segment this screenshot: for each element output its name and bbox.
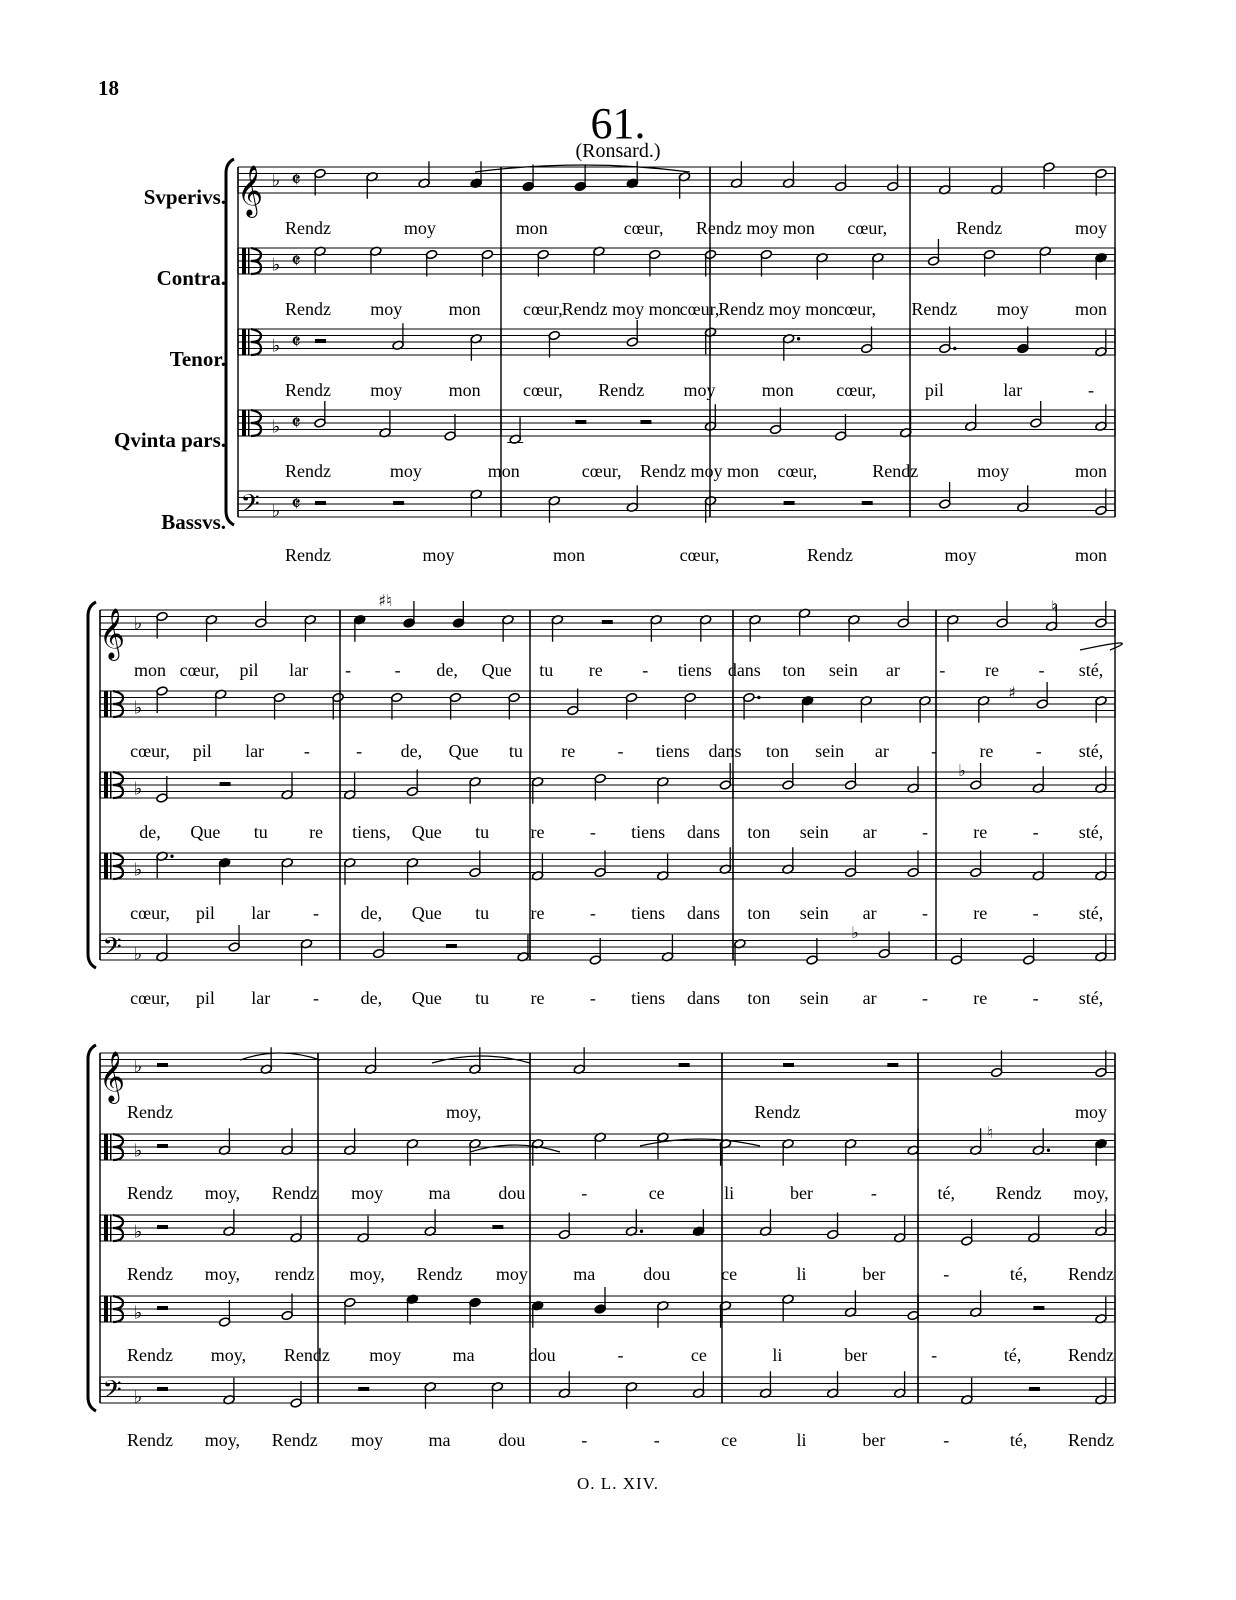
key-signature-flat: ♭: [271, 500, 281, 522]
lyric-syllable: ma: [428, 1183, 451, 1203]
alto-clef-icon-thin: [110, 1134, 112, 1160]
alto-clef-icon-bar: [104, 1134, 108, 1160]
lyric-syllable: -: [642, 660, 649, 680]
lyric-syllable: té,: [1009, 1264, 1028, 1284]
lyric-syllable: tu: [508, 741, 523, 761]
lyric-syllable: li: [724, 1183, 735, 1203]
time-signature: 𝄵: [291, 330, 301, 355]
lyric-syllable: mon: [1074, 545, 1108, 565]
alto-clef-icon-bar: [104, 691, 108, 717]
lyric-syllable: Rendz: [416, 1264, 463, 1284]
lyric-syllable: -: [1032, 903, 1039, 923]
lyric-syllable: dou: [498, 1430, 526, 1450]
lyric-syllable: cœur,: [179, 660, 220, 680]
note-dot: [170, 855, 173, 858]
lyric-syllable: tiens: [631, 822, 666, 842]
lyric-syllable: Rendz: [285, 380, 331, 400]
lyric-syllable: moy: [370, 380, 403, 400]
lyric-syllable: cœur,: [679, 545, 720, 565]
editorial-accidental: ♭: [851, 923, 859, 942]
alto-clef-icon-thin: [248, 248, 250, 274]
editorial-accidental: ♭: [958, 761, 966, 780]
lyric-syllable: de,: [436, 660, 458, 680]
slur: [240, 1053, 320, 1060]
lyric-syllable: dou: [498, 1183, 526, 1203]
lyric-syllable: re: [984, 660, 999, 680]
rest: [157, 1306, 168, 1310]
lyric-syllable: -: [931, 741, 938, 761]
lyric-syllable: moy,: [204, 1264, 241, 1284]
lyric-syllable: Rendz: [1068, 1430, 1114, 1450]
key-signature-flat: ♭: [133, 1386, 143, 1408]
lyric-syllable: -: [345, 660, 352, 680]
key-signature-flat: ♭: [133, 613, 143, 634]
lyric-syllable: Que: [481, 660, 512, 680]
lyric-syllable: -: [921, 988, 928, 1008]
lyric-syllable: li: [796, 1430, 807, 1450]
lyric-syllable: sté,: [1078, 822, 1104, 842]
lyric-syllable: Rendz: [127, 1183, 173, 1203]
lyric-syllable: ar: [885, 660, 900, 680]
bass-clef-icon: 𝄢: [102, 932, 122, 968]
lyric-syllable: re: [973, 988, 988, 1008]
lyric-syllable: -: [943, 1264, 950, 1284]
lyric-syllable: ma: [428, 1430, 451, 1450]
lyric-syllable: Rendz: [956, 218, 1003, 238]
lyric-syllable: re: [530, 903, 545, 923]
lyric-syllable: Rendz: [995, 1183, 1042, 1203]
lyric-syllable: sté,: [1078, 660, 1104, 680]
lyric-syllable: -: [617, 741, 624, 761]
lyric-syllable: li: [796, 1264, 807, 1284]
lyric-syllable: rendz: [274, 1264, 315, 1284]
lyric-syllable: -: [653, 1430, 660, 1450]
lyric-syllable: moy: [495, 1264, 528, 1284]
lyric-syllable: de,: [360, 903, 383, 923]
lyric-syllable: ton: [765, 741, 789, 761]
lyric-syllable: tu: [475, 903, 490, 923]
key-signature-flat: ♭: [133, 778, 143, 800]
lyric-syllable: cœur,: [130, 741, 170, 761]
lyric-syllable: dou: [643, 1264, 671, 1284]
lyric-syllable: lar: [251, 988, 271, 1008]
lyric-syllable: ce: [690, 1345, 707, 1365]
lyric-syllable: sté,: [1078, 903, 1104, 923]
lyric-syllable: li: [772, 1345, 783, 1365]
lyric-syllable: mon: [487, 461, 520, 481]
piece-number: 61.: [590, 99, 646, 148]
lyric-syllable: dans: [708, 741, 742, 761]
treble-clef-icon: 𝄞: [236, 165, 264, 216]
lyric-syllable: -: [1035, 741, 1042, 761]
lyric-syllable: lar: [289, 660, 309, 680]
lyric-syllable: lar: [1003, 380, 1023, 400]
slur: [475, 165, 690, 172]
lyric-syllable: pil: [924, 380, 944, 400]
lyric-syllable: ton: [747, 988, 771, 1008]
alto-clef-icon-thin: [248, 410, 250, 436]
lyric-syllable: Rendz: [1068, 1264, 1114, 1284]
system-brace: [88, 602, 96, 968]
lyric-syllable: Rendz: [807, 545, 853, 565]
lyric-syllable: re: [973, 903, 988, 923]
lyric-syllable: cœur,: [777, 461, 818, 481]
lyric-syllable: -: [1032, 822, 1039, 842]
treble-clef-icon: 𝄞: [98, 1051, 126, 1102]
lyric-syllable: ce: [648, 1183, 665, 1203]
note-dot: [797, 337, 800, 340]
slur: [470, 1145, 560, 1152]
lyric-syllable: -: [581, 1430, 588, 1450]
lyric-syllable: dans: [687, 822, 721, 842]
lyric-syllable: moy: [403, 218, 436, 238]
lyric-syllable: -: [1038, 660, 1045, 680]
lyric-syllable: cœur,: [523, 299, 563, 319]
lyric-syllable: -: [394, 660, 401, 680]
lyric-syllable: -: [1088, 380, 1094, 400]
lyric-syllable: Rendz: [285, 545, 331, 565]
rest: [220, 782, 231, 786]
note-dot: [757, 696, 760, 699]
footer-signature: O. L. XIV.: [577, 1474, 659, 1493]
lyric-syllable: Rendz: [271, 1430, 318, 1450]
time-signature: 𝄵: [291, 249, 301, 274]
editorial-accidental: ♮: [987, 1123, 993, 1142]
lyric-syllable: ber: [789, 1183, 813, 1203]
lyric-syllable: ar: [862, 822, 877, 842]
key-signature-flat: ♭: [133, 1056, 143, 1077]
alto-clef-icon-bar: [242, 410, 246, 436]
lyric-syllable: Rendz: [872, 461, 919, 481]
rest: [784, 501, 795, 505]
lyric-syllable: ber: [862, 1430, 886, 1450]
lyric-syllable: té,: [1003, 1345, 1022, 1365]
lyric-syllable: mon: [133, 660, 167, 680]
lyric-syllable: moy,: [349, 1264, 385, 1284]
note-dot: [1047, 1149, 1050, 1152]
lyric-syllable: tu: [253, 822, 268, 842]
lyric-syllable: Rendz: [283, 1345, 330, 1365]
lyric-syllable: tiens: [677, 660, 712, 680]
key-signature-flat: ♭: [271, 254, 281, 276]
lyric-syllable: Que: [411, 988, 442, 1008]
lyric-syllable: sté,: [1078, 741, 1104, 761]
lyric-syllable: pil: [195, 903, 215, 923]
lyric-syllable: cœur,: [523, 380, 563, 400]
lyric-syllable: moy: [351, 1183, 384, 1203]
rest: [1029, 1387, 1040, 1391]
rest: [393, 501, 404, 505]
lyric-syllable: sté,: [1078, 988, 1104, 1008]
lyric-syllable: Rendz: [285, 461, 331, 481]
alto-clef-icon-bar: [104, 1296, 108, 1322]
alto-clef-icon-thin: [110, 691, 112, 717]
lyric-syllable: sein: [799, 988, 829, 1008]
lyric-syllable: dans: [687, 903, 721, 923]
lyric-syllable: moy: [1074, 218, 1108, 238]
time-signature: 𝄵: [291, 411, 301, 436]
lyric-syllable: -: [617, 1345, 624, 1365]
lyric-syllable: sein: [799, 903, 829, 923]
key-signature-flat: ♭: [133, 859, 143, 881]
lyric-syllable: tiens: [655, 741, 690, 761]
lyric-syllable: cœur,: [679, 299, 720, 319]
rest: [783, 1063, 794, 1067]
lyric-syllable: -: [313, 988, 320, 1008]
lyric-syllable: -: [870, 1183, 877, 1203]
lyric-syllable: ce: [721, 1430, 738, 1450]
editorial-accidental: ♯♮: [378, 591, 392, 610]
lyric-syllable: Rendz: [127, 1345, 173, 1365]
lyric-syllable: dans: [687, 988, 721, 1008]
alto-clef-icon-bar: [242, 248, 246, 274]
key-signature-flat: ♭: [133, 697, 143, 719]
lyric-syllable: ce: [721, 1264, 738, 1284]
lyric-syllable: re: [973, 822, 988, 842]
rest: [602, 620, 613, 624]
lyric-syllable: tiens: [631, 903, 666, 923]
lyric-syllable: -: [1032, 988, 1039, 1008]
lyric-syllable: tu: [475, 822, 490, 842]
voice-label-bassus: Bassvs.: [161, 510, 226, 534]
voice-label-superius: Svperivs.: [143, 185, 226, 209]
lyric-syllable: sein: [828, 660, 858, 680]
rest: [157, 1063, 168, 1067]
lyric-syllable: re: [530, 988, 545, 1008]
lyric-syllable: cœur,: [581, 461, 622, 481]
lyric-syllable: re: [561, 741, 576, 761]
lyric-syllable: té,: [937, 1183, 955, 1203]
lyric-syllable: moy,: [204, 1430, 241, 1450]
lyric-syllable: moy: [351, 1430, 384, 1450]
rest: [887, 1063, 898, 1067]
rest: [315, 501, 326, 505]
lyric-syllable: lar: [251, 903, 271, 923]
lyric-syllable: ber: [862, 1264, 886, 1284]
lyric-syllable: tiens: [631, 988, 666, 1008]
lyric-syllable: -: [589, 903, 596, 923]
lyric-syllable: Que: [190, 822, 221, 842]
lyric-syllable: moy: [683, 380, 716, 400]
lyric-syllable: re: [309, 822, 324, 842]
lyric-syllable: Rendz: [285, 299, 331, 319]
lyric-syllable: mon: [552, 545, 586, 565]
voice-label-quinta: Qvinta pars.: [113, 428, 226, 452]
lyric-syllable: pil: [239, 660, 259, 680]
time-signature: 𝄵: [291, 492, 301, 517]
lyric-syllable: moy: [996, 299, 1029, 319]
lyric-syllable: de,: [139, 822, 161, 842]
note-dot: [640, 1230, 643, 1233]
lyric-syllable: mon: [448, 299, 481, 319]
lyric-syllable: mon: [515, 218, 548, 238]
lyric-syllable: Rendz: [911, 299, 958, 319]
key-signature-flat: ♭: [271, 170, 281, 191]
lyric-syllable: de,: [360, 988, 383, 1008]
key-signature-flat: ♭: [133, 1140, 143, 1162]
lyric-syllable: Rendz: [127, 1430, 173, 1450]
lyric-syllable: moy: [944, 545, 977, 565]
lyric-syllable: ton: [747, 903, 771, 923]
lyric-syllable: -: [581, 1183, 588, 1203]
lyric-syllable: ar: [862, 903, 877, 923]
lyric-syllable: cœur,: [847, 218, 888, 238]
lyric-syllable: moy: [1074, 1102, 1108, 1122]
lyric-syllable: Que: [411, 903, 442, 923]
lyric-syllable: cœur,: [836, 380, 876, 400]
lyric-syllable: -: [921, 903, 928, 923]
alto-clef-icon-bar: [242, 329, 246, 355]
key-signature-flat: ♭: [271, 416, 281, 438]
lyric-syllable: pil: [195, 988, 215, 1008]
lyric-syllable: sein: [799, 822, 829, 842]
lyric-syllable: Que: [411, 822, 442, 842]
lyric-syllable: mon: [1074, 461, 1108, 481]
lyric-syllable: ar: [862, 988, 877, 1008]
lyric-syllable: pil: [192, 741, 212, 761]
alto-clef-icon-bar: [104, 1215, 108, 1241]
rest: [315, 339, 326, 343]
lyric-syllable: tu: [539, 660, 554, 680]
system-brace: [226, 159, 234, 525]
lyric-syllable: re: [979, 741, 994, 761]
editorial-accidental: ♯: [1008, 683, 1016, 702]
lyric-syllable: mon: [448, 380, 481, 400]
rest: [1033, 1306, 1044, 1310]
lyric-syllable: Rendz: [754, 1102, 801, 1122]
lyric-syllable: cœur,: [623, 218, 664, 238]
lyric-syllable: moy: [389, 461, 422, 481]
time-signature: 𝄵: [291, 168, 301, 193]
lyric-syllable: Rendz moy mon: [695, 218, 815, 238]
lyric-syllable: Rendz moy mon: [640, 461, 759, 481]
lyric-syllable: ma: [452, 1345, 475, 1365]
lyric-syllable: ton: [782, 660, 806, 680]
key-signature-flat: ♭: [271, 335, 281, 357]
lyric-syllable: Rendz: [127, 1264, 173, 1284]
lyric-syllable: ma: [573, 1264, 596, 1284]
lyric-syllable: cœur,: [130, 988, 170, 1008]
rest: [446, 944, 457, 948]
lyric-syllable: moy,: [210, 1345, 247, 1365]
rest: [492, 1225, 503, 1229]
lyric-syllable: lar: [245, 741, 265, 761]
lyric-syllable: -: [931, 1345, 938, 1365]
lyric-syllable: Rendz moy mon: [718, 299, 838, 319]
lyric-syllable: moy,: [204, 1183, 241, 1203]
lyric-syllable: -: [303, 741, 310, 761]
rest: [157, 1144, 168, 1148]
lyric-syllable: Rendz: [598, 380, 645, 400]
lyric-syllable: -: [589, 822, 596, 842]
lyric-syllable: tiens,: [352, 822, 391, 842]
lyric-syllable: dou: [528, 1345, 556, 1365]
key-signature-flat: ♭: [133, 943, 143, 965]
lyric-syllable: moy,: [1073, 1183, 1109, 1203]
lyric-syllable: moy: [369, 1345, 402, 1365]
rest: [640, 420, 651, 424]
lyric-syllable: re: [530, 822, 545, 842]
lyric-syllable: Rendz moy mon: [561, 299, 681, 319]
alto-clef-icon-thin: [248, 329, 250, 355]
page-number: 18: [98, 76, 119, 100]
lyric-syllable: -: [939, 660, 946, 680]
editorial-accidental: ♮: [1051, 597, 1057, 616]
rest: [575, 420, 586, 424]
lyric-syllable: -: [921, 822, 928, 842]
treble-clef-icon: 𝄞: [98, 608, 126, 659]
lyric-syllable: Que: [448, 741, 479, 761]
lyric-syllable: Rendz: [271, 1183, 318, 1203]
lyric-syllable: mon: [761, 380, 794, 400]
note-dot: [953, 347, 956, 350]
alto-clef-icon-bar: [104, 772, 108, 798]
rest: [679, 1063, 690, 1067]
lyric-syllable: moy,: [445, 1102, 482, 1122]
lyric-syllable: -: [356, 741, 363, 761]
lyric-syllable: -: [589, 988, 596, 1008]
lyric-syllable: ar: [874, 741, 889, 761]
lyric-syllable: cœur,: [130, 903, 170, 923]
alto-clef-icon-bar: [104, 853, 108, 879]
system-brace: [88, 1045, 96, 1411]
lyric-syllable: Rendz: [127, 1102, 173, 1122]
poet-attribution: (Ronsard.): [575, 140, 661, 162]
bass-clef-icon: 𝄢: [240, 489, 260, 525]
lyric-syllable: re: [588, 660, 603, 680]
lyric-syllable: moy: [370, 299, 403, 319]
rest: [358, 1387, 369, 1391]
lyric-syllable: cœur,: [836, 299, 876, 319]
voice-label-tenor: Tenor.: [169, 347, 226, 371]
rest: [862, 501, 873, 505]
alto-clef-icon-thin: [110, 1215, 112, 1241]
alto-clef-icon-thin: [110, 772, 112, 798]
lyric-syllable: tu: [475, 988, 490, 1008]
voice-label-contra: Contra.: [156, 266, 226, 290]
key-signature-flat: ♭: [133, 1302, 143, 1324]
lyric-syllable: -: [313, 903, 320, 923]
lyric-syllable: moy: [422, 545, 455, 565]
rest: [157, 1225, 168, 1229]
lyric-syllable: -: [943, 1430, 950, 1450]
rest: [157, 1387, 168, 1391]
lyric-syllable: sein: [815, 741, 845, 761]
lyric-syllable: dans: [727, 660, 761, 680]
lyric-syllable: mon: [1074, 299, 1108, 319]
lyric-syllable: ber: [844, 1345, 868, 1365]
alto-clef-icon-thin: [110, 853, 112, 879]
lyric-syllable: ton: [747, 822, 771, 842]
key-signature-flat: ♭: [133, 1221, 143, 1243]
alto-clef-icon-thin: [110, 1296, 112, 1322]
lyric-syllable: moy: [977, 461, 1010, 481]
lyric-syllable: Rendz: [285, 218, 331, 238]
lyric-syllable: té,: [1009, 1430, 1028, 1450]
bass-clef-icon: 𝄢: [102, 1375, 122, 1411]
lyric-syllable: de,: [400, 741, 423, 761]
slur: [1080, 643, 1122, 650]
lyric-syllable: Rendz: [1068, 1345, 1114, 1365]
